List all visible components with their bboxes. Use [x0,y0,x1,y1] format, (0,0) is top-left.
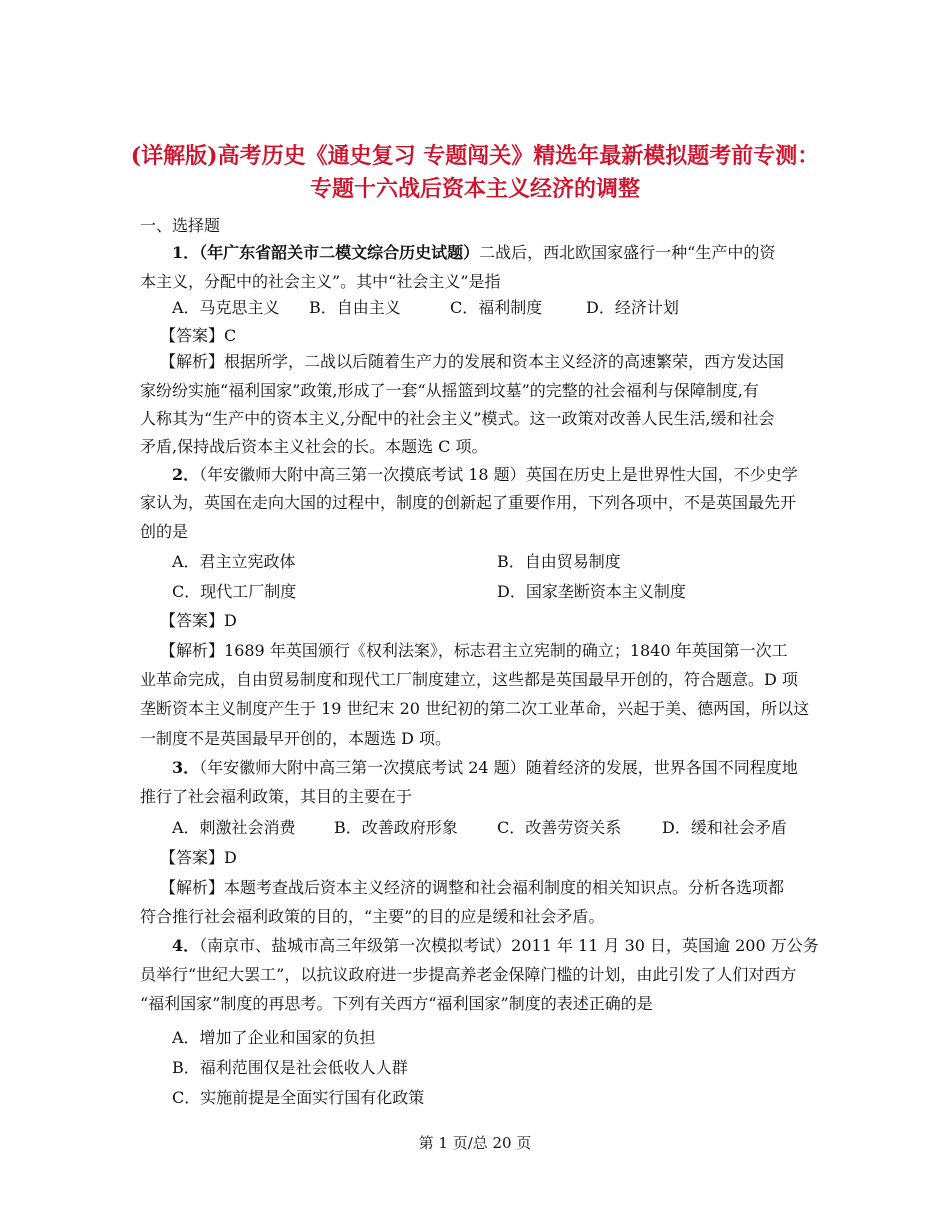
q2-analysis-line2: 业革命完成，自由贸易制度和现代工厂制度建立，这些都是英国最早开创的，符合题意。D 项 [140,670,798,689]
q2-option-b: B．自由贸易制度 [497,552,621,571]
q2-option-a: A．君主立宪政体 [172,552,296,571]
q1-answer-tag: 【答案】 [160,326,225,345]
q2-source: （年安徽师大附中高三第一次摸底考试 18 题） [199,465,526,484]
q4-stem-text1: 2011 年 11 月 30 日，英国逾 200 万公务 [511,936,819,955]
q1-option-c: C．福利制度 [450,298,543,317]
q3-analysis-line2: 符合推行社会福利政策的目的，“主要”的目的应是缓和社会矛盾。 [140,907,605,926]
page-footer: 第 1 页/总 20 页 [418,1134,532,1152]
q4-option-c: C．实施前提是全面实行国有化政策 [172,1088,425,1107]
q3-source: （年安徽师大附中高三第一次摸底考试 24 题） [199,758,526,777]
q1-analysis-line2: 家纷纷实施“福利国家”政策,形成了一套“从摇篮到坟墓”的完整的社会福利与保障制度,有 [140,381,759,400]
q4-option-a: A．增加了企业和国家的负担 [172,1028,376,1047]
q2-answer-value: D [224,611,237,630]
q4-stem-line1 [172,936,852,956]
q1-stem-text1: 二战后，西北欧国家盛行一种“生产中的资 [479,243,776,262]
q2-stem-line1 [172,465,852,485]
q3-analysis-line1 [160,878,840,898]
q3-number: 3． [172,758,200,777]
q1-analysis-tag: 【解析】 [160,352,225,371]
q2-stem-line2: 家认为，英国在走向大国的过程中，制度的创新起了重要作用，下列各项中，不是英国最先开 [140,493,797,512]
q2-stem-text1: 英国在历史上是世界性大国，不少史学 [525,465,798,484]
q2-option-d: D．国家垄断资本主义制度 [497,582,686,601]
q3-answer [160,848,840,868]
q2-analysis-line3: 垄断资本主义制度产生于 19 世纪末 20 世纪初的第二次工业革命，兴起于美、德两国，所以这 [140,699,810,718]
q3-stem-line2: 推行了社会福利政策，其目的主要在于 [140,787,413,806]
q4-stem-line2: 员举行“世纪大罢工”，以抗议政府进一步提高养老金保障门槛的计划，由此引发了人们对西方 [140,965,797,984]
q3-answer-tag: 【答案】 [160,848,225,867]
q4-source: （南京市、盐城市高三年级第一次模拟考试） [199,936,512,955]
q1-analysis-line3: 人称其为“生产中的资本主义,分配中的社会主义”模式。这一政策对改善人民生活,缓和社会 [140,409,775,428]
q4-option-b: B．福利范围仅是社会低收人人群 [172,1058,408,1077]
q2-analysis-line4: 一制度不是英国最早开创的，本题选 D 项。 [140,729,452,748]
q3-option-d: D．缓和社会矛盾 [662,818,787,837]
q3-stem-text1: 随着经济的发展，世界各国不同程度地 [525,758,798,777]
q1-option-b: B．自由主义 [309,298,401,317]
doc-title-line1: (详解版)高考历史《通史复习 专题闯关》精选年最新模拟题考前专测： [130,143,820,169]
q4-number: 4． [172,936,200,955]
q2-analysis-tag: 【解析】 [160,641,225,660]
q1-analysis-line1 [160,352,840,372]
q1-analysis-line4: 矛盾,保持战后资本主义社会的长。本题选 C 项。 [140,437,488,456]
q1-number: 1． [172,243,200,262]
q3-option-c: C．改善劳资关系 [497,818,622,837]
q3-option-b: B．改善政府形象 [334,818,458,837]
q2-stem-line3: 创的是 [140,522,189,541]
q4-stem-line3: “福利国家”制度的再思考。下列有关西方“福利国家”制度的表述正确的是 [140,994,653,1013]
q3-analysis-tag: 【解析】 [160,878,225,897]
doc-title-line2: 专题十六战后资本主义经济的调整 [309,176,640,202]
q3-analysis-text1: 本题考查战后资本主义经济的调整和社会福利制度的相关知识点。分析各选项都 [224,878,785,897]
q3-stem-line1 [172,758,852,778]
q1-answer [160,326,840,346]
q2-analysis-line1 [160,641,840,661]
q1-option-a: A．马克思主义 [172,298,280,317]
q3-option-a: A．刺激社会消费 [172,818,296,837]
q2-number: 2． [172,465,200,484]
q2-answer [160,611,840,631]
q2-answer-tag: 【答案】 [160,611,225,630]
section-heading: 一、选择题 [140,216,221,235]
q1-answer-value: C [224,326,237,345]
q1-source: （年广东省韶关市二模文综合历史试题） [199,243,480,262]
q2-option-c: C．现代工厂制度 [172,582,297,601]
q3-answer-value: D [224,848,237,867]
q1-option-d: D．经济计划 [586,298,679,317]
q1-analysis-text1: 根据所学，二战以后随着生产力的发展和资本主义经济的高速繁荣，西方发达国 [224,352,785,371]
q1-stem-line2: 本主义，分配中的社会主义”。其中“社会主义”是指 [140,272,501,291]
q2-analysis-text1: 1689 年英国颁行《权利法案》，标志君主立宪制的确立；1840 年英国第一次工 [224,641,788,660]
q1-stem-line1 [172,243,852,263]
